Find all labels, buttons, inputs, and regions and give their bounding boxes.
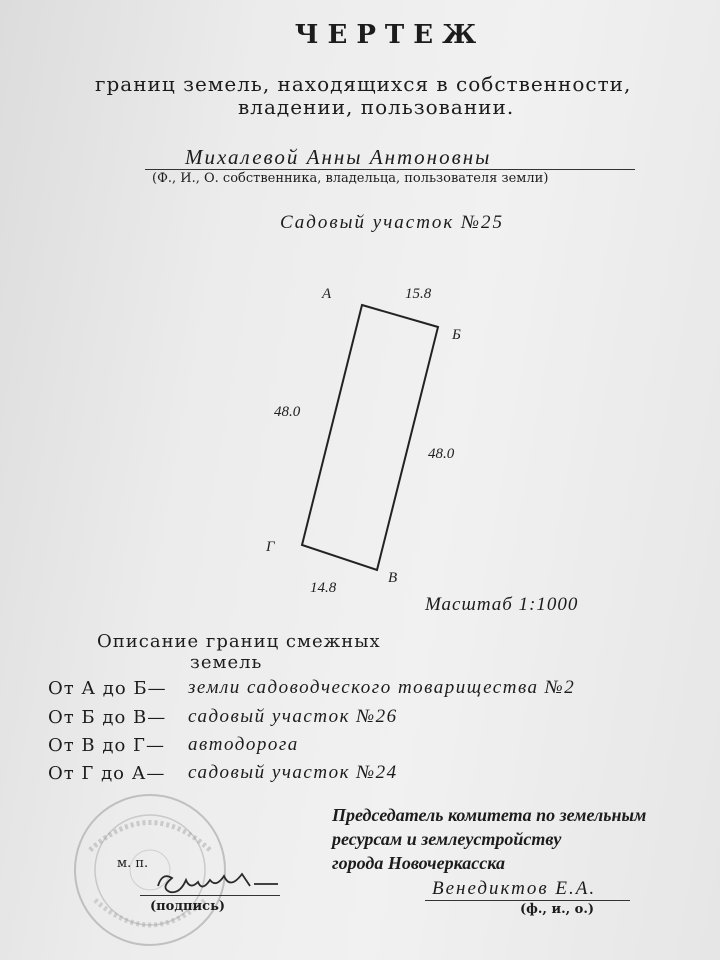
side-length-ga: 48.0 <box>274 404 301 420</box>
signer-position-line3: города Новочеркасска <box>332 853 505 873</box>
adjacent-segment-vg: От В до Г— <box>48 735 165 756</box>
corner-label-b: Б <box>452 327 461 343</box>
adjacent-description-bv: садовый участок №26 <box>188 706 398 727</box>
signer-name: Венедиктов Е.А. <box>432 878 597 899</box>
owner-name: Михалевой Анны Антоновны <box>185 145 492 169</box>
corner-label-g: Г <box>266 539 275 555</box>
plan-scale: Масштаб 1:1000 <box>425 594 579 615</box>
plot-title: Садовый участок №25 <box>280 212 504 233</box>
adjacent-title-line1: Описание границ смежных <box>97 631 381 652</box>
side-length-ab: 15.8 <box>405 286 432 302</box>
adjacent-segment-ab: От А до Б— <box>48 678 167 699</box>
adjacent-title-line2: земель <box>190 652 263 673</box>
corner-label-a: А <box>322 286 332 302</box>
signature-caption: (подпись) <box>150 899 226 914</box>
side-length-bv: 48.0 <box>428 446 455 462</box>
owner-caption: (Ф., И., О. собственника, владельца, пользователя земли) <box>152 171 549 186</box>
adjacent-description-vg: автодорога <box>188 734 299 755</box>
adjacent-segment-ga: От Г до А— <box>48 763 166 784</box>
adjacent-description-ab: земли садоводческого товарищества №2 <box>188 677 576 698</box>
document-subtitle-line2: владении, пользовании. <box>238 95 515 119</box>
corner-label-v: В <box>388 570 398 586</box>
adjacent-description-ga: садовый участок №24 <box>188 762 398 783</box>
signer-position-line1: Председатель комитета по земельным <box>332 805 647 825</box>
signature-underline <box>140 895 280 896</box>
document-subtitle-line1: границ земель, находящихся в собственности, <box>95 72 632 96</box>
signer-fio-caption: (ф., и., о.) <box>520 902 595 917</box>
side-length-vg: 14.8 <box>310 580 337 596</box>
document-title: ЧЕРТЕЖ <box>294 20 486 50</box>
signer-position-line2: ресурсам и землеустройству <box>332 829 562 849</box>
signer-name-underline <box>425 900 630 901</box>
adjacent-segment-bv: От Б до В— <box>48 707 167 728</box>
stamp-place-label: м. п. <box>117 856 149 871</box>
plot-boundary <box>302 305 438 570</box>
